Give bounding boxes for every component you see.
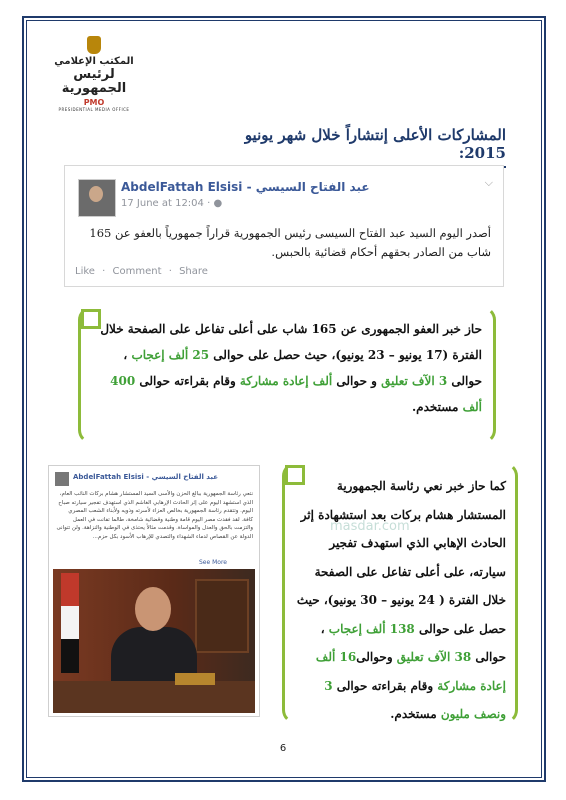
eagle-emblem-icon <box>87 36 101 54</box>
desk <box>53 681 255 713</box>
shares-stat: 16 ألف إعادة مشاركة <box>315 650 506 693</box>
text: وحوالى <box>356 650 397 664</box>
separator: · <box>168 266 172 277</box>
globe-icon: ● <box>213 198 223 209</box>
see-more-link[interactable]: See More <box>199 559 227 566</box>
reads-stat: 3 ونصف مليون <box>324 678 506 721</box>
text: شاب على أعلى تفاعل على الصفحة خلال الفترة ( <box>100 322 482 362</box>
post-timestamp[interactable] <box>121 198 222 209</box>
text: يونيو – <box>384 348 426 362</box>
facebook-post-pardon <box>64 165 504 287</box>
watermark: masdar.com <box>330 519 410 534</box>
comments-stat: 38 الآف تعليق <box>396 650 472 664</box>
number: 30 <box>360 593 377 607</box>
profile-avatar <box>78 179 116 217</box>
number: 17 <box>425 348 443 362</box>
text: كما حاز خبر نعي رئاسة الجمهورية المستشار هشام بركات بعد استشهادة إثر الحادث الإهابي الذي استهدف تفجير سيارته، على أعلى تفاعل على الصفحة خلال الفترة ( <box>300 479 506 607</box>
number: 23 <box>367 348 385 362</box>
pmo-logo <box>48 36 140 112</box>
post-text: نتعي رئاسة الجمهورية ببالغ الحزن والأسى السيد المستشار هشام بركات النائب العام، الذي استشهد اليوم على إثر الحادث الإرهابي الغاشم الذي استهدف تفجير سيارته صباح اليوم. وتتقدم رئاسة الجمهورية بخالص العزاء لأسرته وذويه ولأبناء الشعب المصري كافة. لقد فقدت مصر اليوم قامة وطنية وقضائية شامخة، طالما تفانت في العمل والتزمت بالحق والعدل والمواساة. وقدمت مثالاً يحتذى في الوطنية والنزاهة. ولن تتوانى الدولة عن القصاص لدماء الشهداء والتصدي للإرهاب الأسود بكل حزم... <box>56 491 253 540</box>
profile-avatar <box>55 472 69 486</box>
post-photo <box>53 569 255 713</box>
share-link[interactable]: Share <box>179 266 208 277</box>
egypt-flag <box>61 573 79 673</box>
text: مستخدم. <box>411 400 463 414</box>
timestamp-text: 17 June at 12:04 · <box>121 198 211 209</box>
page-number: 6 <box>279 743 287 754</box>
desk-items <box>175 673 215 685</box>
chevron-down-icon[interactable]: ⌵ <box>484 176 493 189</box>
text: يونيو)، حيث حصل على حوالى <box>209 348 368 362</box>
text: ، حوالى <box>123 348 482 388</box>
text: وقام بقراءته حوالى <box>332 678 438 693</box>
post-text: أصدر اليوم السيد عبد الفتاح السيسى رئيس الجمهورية قراراً جمهورياً بالعفو عن 165 شاب من الصادر بحقهم أحكام قضائية بالحبس. <box>89 226 491 259</box>
reads-stat: 400 ألف <box>110 374 482 414</box>
logo-english: PRESIDENTIAL MEDIA OFFICE <box>58 107 130 112</box>
shares-stat: ألف إعادة مشاركة <box>239 374 333 388</box>
text: حاز خبر العفو الجمهورى عن <box>336 322 482 336</box>
logo-line-1: المكتب الإعلامي <box>54 56 134 67</box>
text: يونيو)، حيث حصل على حوالى <box>296 593 506 636</box>
post-actions <box>75 266 212 277</box>
comment-link[interactable]: Comment <box>112 266 162 277</box>
text: يونيو – <box>376 593 419 607</box>
paragraph-condolence-stats <box>294 472 506 729</box>
post-author[interactable]: AbdelFattah Elsisi - عبد الفتاح السيسي <box>73 473 218 481</box>
bookshelf <box>195 579 249 653</box>
post-author[interactable]: AbdelFattah Elsisi - عبد الفتاح السيسي <box>121 180 370 194</box>
text: ، حوالى <box>320 621 506 664</box>
text: مستخدم. <box>390 707 441 721</box>
like-link[interactable]: Like <box>75 266 95 277</box>
text: وقام بقراءته حوالى <box>135 374 240 388</box>
number: 24 <box>418 593 435 607</box>
number: 165 <box>311 322 337 336</box>
facebook-post-condolence <box>48 465 260 717</box>
logo-line-2: لرئيس الجمهورية <box>61 67 127 96</box>
text: و حوالى <box>332 374 382 388</box>
separator: · <box>102 266 106 277</box>
paragraph-pardon-stats <box>90 316 482 420</box>
comments-stat: 3 الآف تعليق <box>381 374 448 388</box>
logo-abbreviation: PMO <box>83 98 105 107</box>
section-heading: المشاركات الأعلى إنتشاراً خلال شهر يونيو 2015: <box>210 126 506 168</box>
likes-stat: 25 ألف إعجاب <box>131 348 210 362</box>
likes-stat: 138 ألف إعجاب <box>328 621 415 636</box>
person-head <box>135 587 171 631</box>
